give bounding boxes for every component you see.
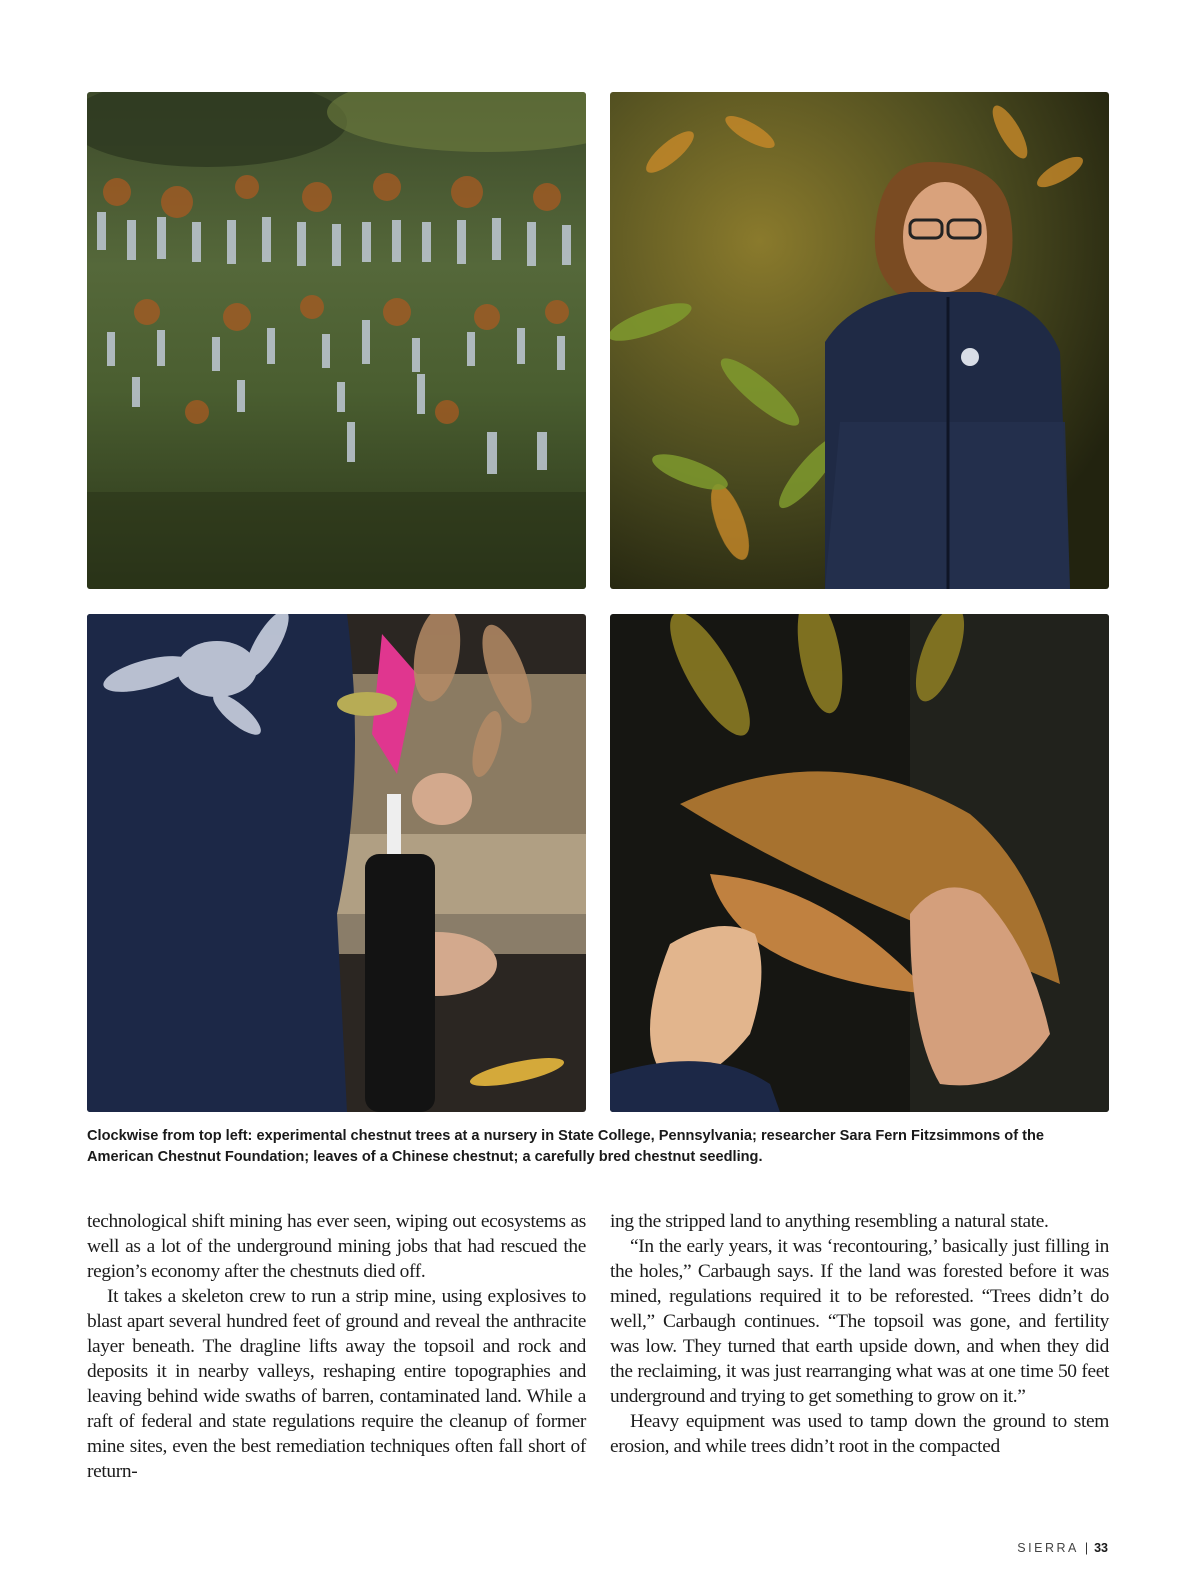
seedling-photo (87, 614, 586, 1112)
nursery-photo (87, 92, 586, 589)
folio-separator: | (1084, 1541, 1089, 1555)
paragraph: technological shift mining has ever seen, wiping out ecosystems as well as a lot of the underground mining jobs that had rescued the region’s economy after the chestnuts died off. (87, 1211, 586, 1282)
photo-caption: Clockwise from top left: experimental chestnut trees at a nursery in State College, Pennsylvania; researcher Sara Fern Fitzsimmons of the American Chestnut Foundation; leaves of a Chinese chestnut; a carefully bred chestnut seedling. (87, 1128, 1044, 1165)
page-number: 33 (1094, 1541, 1108, 1555)
paragraph: ing the stripped land to anything resembling a natural state. (610, 1211, 1049, 1232)
magazine-name: SIERRA (1017, 1541, 1079, 1555)
paragraph: “In the early years, it was ‘recontouring,’ basically just filling in the holes,” Carbaugh says. If the land was forested before it was mined, regulations required it to be reforested. “Trees didn’t do well,” Carbaugh continues. “The topsoil was gone, and fertility was low. They turned that earth upside down, and when they did the reclaiming, it was just rearranging what was at one time 50 feet underground and trying to get something to grow on it.” (610, 1236, 1109, 1407)
article-column-right (610, 1209, 1109, 1459)
chestnut-leaves-photo (610, 614, 1109, 1112)
paragraph: Heavy equipment was used to tamp down the ground to stem erosion, and while trees didn’t root in the compacted (610, 1411, 1109, 1457)
portrait-photo (610, 92, 1109, 589)
article-column-left (87, 1209, 586, 1484)
page-folio (1017, 1541, 1108, 1555)
paragraph: It takes a skeleton crew to run a strip mine, using explosives to blast apart several hundred feet of ground and reveal the anthracite layer beneath. The dragline lifts away the topsoil and rock and deposits it in nearby valleys, reshaping entire topographies and leaving behind wide swaths of barren, contaminated land. While a raft of federal and state regulations require the cleanup of former mine sites, even the best remediation techniques often fall short of return- (87, 1286, 586, 1482)
